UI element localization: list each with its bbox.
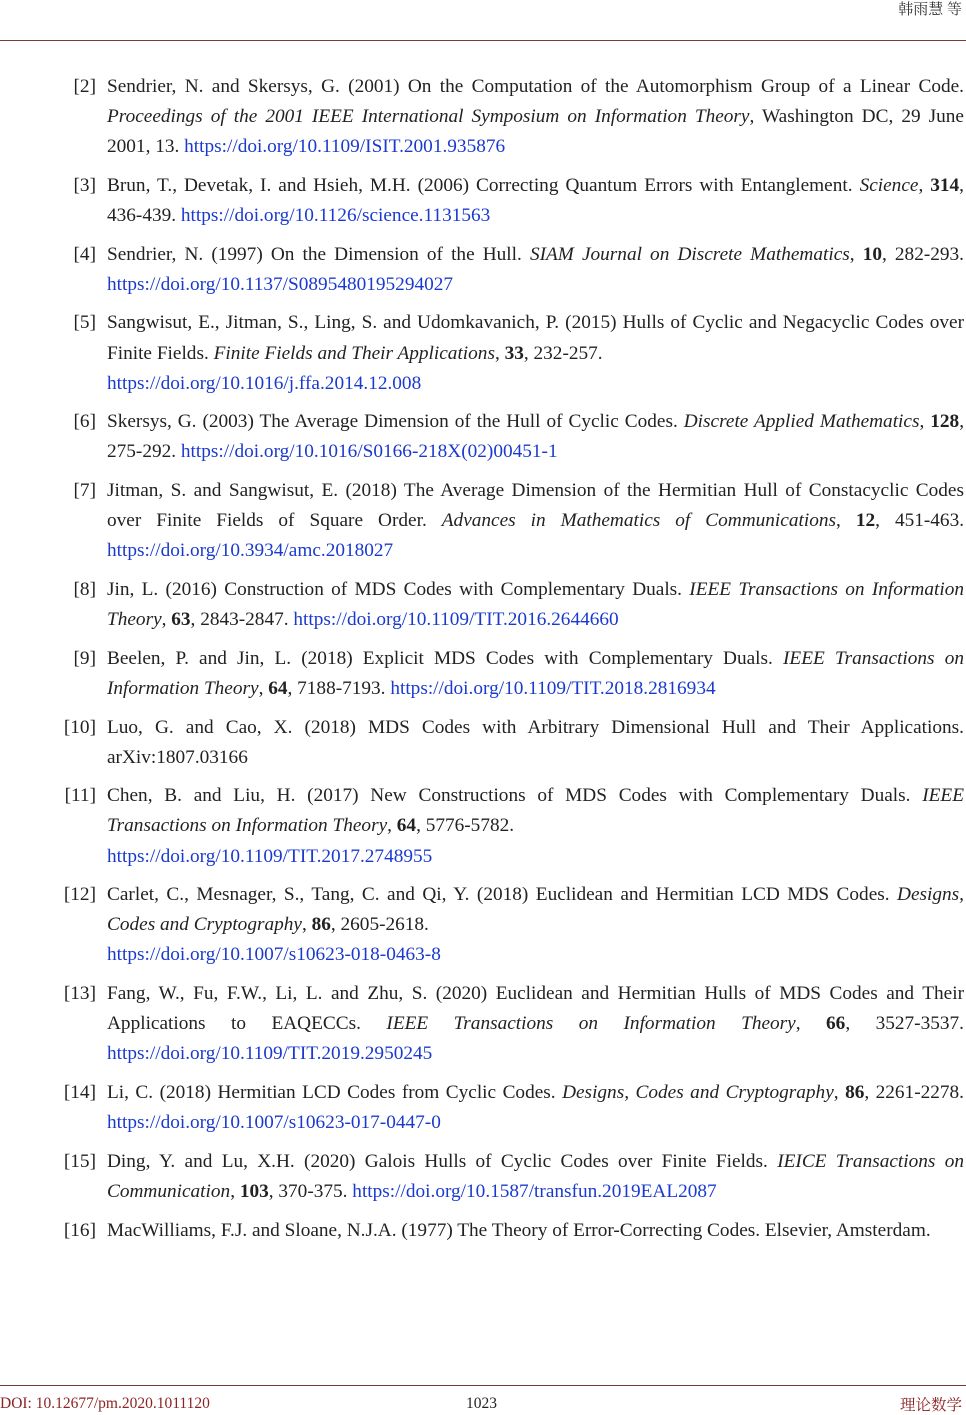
- reference-text: Fang, W., Fu, F.W., Li, L. and Zhu, S. (2020) Euclidean and Hermitian Hulls of MDS Codes and Their Applications to EAQECCs.: [107, 983, 964, 1035]
- reference-item: [4] Sendrier, N. (1997) On the Dimension of the Hull. SIAM Journal on Discrete Mathematics, 10, 282-293. https://doi.org/10.1137/S0895480195294027: [0, 240, 966, 300]
- reference-item: [15] Ding, Y. and Lu, X.H. (2020) Galois Hulls of Cyclic Codes over Finite Fields. IEICE Transactions on Communication, 103, 370-375. https://doi.org/10.1587/transfun.2019EAL2087: [0, 1147, 966, 1207]
- page-footer: [0, 1385, 966, 1415]
- reference-venue: IEICE Transactions on Communication: [107, 1150, 965, 1202]
- reference-volume: 63: [171, 609, 191, 631]
- reference-number: [13]: [63, 983, 96, 1005]
- reference-venue: Designs, Codes and Cryptography: [107, 884, 964, 936]
- reference-item: [0, 713, 966, 773]
- reference-number: [12]: [63, 884, 96, 906]
- reference-venue: Science: [859, 174, 919, 196]
- reference-pages: , 5776-5782.: [416, 815, 515, 837]
- reference-doi-link[interactable]: https://doi.org/10.1109/TIT.2016.2644660: [293, 609, 619, 631]
- reference-text: Skersys, G. (2003) The Average Dimension of the Hull of Cyclic Codes.: [107, 411, 684, 433]
- reference-item: [8] Jin, L. (2016) Construction of MDS Codes with Complementary Duals. IEEE Transactions on Information Theory, 63, 2843-2847. https://doi.org/10.1109/TIT.2016.2644660: [0, 575, 966, 635]
- reference-volume: 10: [862, 243, 882, 265]
- reference-list: [0, 72, 966, 1254]
- reference-doi-link[interactable]: https://doi.org/10.1007/s10623-017-0447-0: [107, 1112, 441, 1134]
- reference-item: [11] Chen, B. and Liu, H. (2017) New Constructions of MDS Codes with Complementary Duals. IEEE Transactions on Information Theory, 64, 5776-5782. https://doi.org/10.1109/TIT.2017.2748955: [0, 781, 966, 871]
- reference-item: [12] Carlet, C., Mesnager, S., Tang, C. and Qi, Y. (2018) Euclidean and Hermitian LCD MDS Codes. Designs, Codes and Cryptography, 86, 2605-2618. https://doi.org/10.1007/s10623-018-0463-8: [0, 880, 966, 970]
- reference-number: [2]: [73, 76, 96, 97]
- reference-doi-link[interactable]: https://doi.org/10.1109/TIT.2018.2816934: [390, 677, 716, 699]
- reference-number: [15]: [63, 1150, 96, 1172]
- reference-item: [3] Brun, T., Devetak, I. and Hsieh, M.H. (2006) Correcting Quantum Errors with Entanglement. Science, 314, 436-439. https://doi.org/10.1126/science.1131563: [0, 171, 966, 231]
- reference-item: [5] Sangwisut, E., Jitman, S., Ling, S. and Udomkavanich, P. (2015) Hulls of Cyclic and Negacyclic Codes over Finite Fields. Finite Fields and Their Applications, 33, 232-257. https://doi.org/10.1016/j.ffa.2014.12.008: [0, 308, 966, 398]
- reference-text: Luo, G. and Cao, X. (2018) MDS Codes with Arbitrary Dimensional Hull and Their Applications. arXiv:1807.03166: [107, 716, 964, 768]
- reference-pages: , 370-375.: [268, 1180, 353, 1202]
- reference-item: [6] Skersys, G. (2003) The Average Dimension of the Hull of Cyclic Codes. Discrete Applied Mathematics, 128, 275-292. https://doi.org/10.1016/S0166-218X(02)00451-1: [0, 407, 966, 467]
- reference-doi-link[interactable]: https://doi.org/10.3934/amc.2018027: [107, 540, 394, 562]
- reference-item: [0, 1216, 966, 1246]
- reference-item: [0, 72, 966, 162]
- reference-volume: 64: [268, 677, 288, 699]
- reference-venue: Finite Fields and Their Applications: [213, 342, 495, 364]
- reference-pages: , Washington DC, 29 June 2001, 13.: [107, 106, 964, 158]
- reference-volume: 33: [504, 342, 524, 364]
- reference-number: [5]: [73, 312, 96, 334]
- reference-venue: IEEE Transactions on Information Theory: [107, 647, 964, 699]
- reference-pages: , 232-257.: [523, 342, 603, 364]
- reference-volume: 86: [311, 914, 331, 936]
- reference-doi-link[interactable]: https://doi.org/10.1126/science.1131563: [180, 204, 491, 226]
- reference-venue: Discrete Applied Mathematics: [683, 411, 920, 433]
- reference-venue: Proceedings of the 2001 IEEE International Symposium on Information Theory: [107, 106, 750, 128]
- reference-item: [9] Beelen, P. and Jin, L. (2018) Explicit MDS Codes with Complementary Duals. IEEE Transactions on Information Theory, 64, 7188-7193. https://doi.org/10.1109/TIT.2018.2816934: [0, 644, 966, 704]
- reference-venue: IEEE Transactions on Information Theory: [107, 785, 964, 837]
- reference-text: Sangwisut, E., Jitman, S., Ling, S. and Udomkavanich, P. (2015) Hulls of Cyclic and Negacyclic Codes over Finite Fields.: [107, 312, 964, 364]
- page-number: 1023: [466, 1395, 497, 1412]
- reference-text: Li, C. (2018) Hermitian LCD Codes from Cyclic Codes.: [107, 1081, 563, 1103]
- reference-text: Beelen, P. and Jin, L. (2018) Explicit MDS Codes with Complementary Duals.: [107, 647, 784, 669]
- reference-pages: , 451-463.: [875, 510, 965, 532]
- reference-text: Sendrier, N. and Skersys, G. (2001) On the Computation of the Automorphism Group of a Linear Code.: [107, 76, 964, 97]
- reference-doi-link[interactable]: https://doi.org/10.1109/TIT.2017.2748955: [107, 845, 433, 867]
- reference-venue: SIAM Journal on Discrete Mathematics: [529, 243, 850, 265]
- reference-pages: , 2605-2618.: [330, 914, 429, 936]
- page-header: [0, 0, 966, 41]
- reference-volume: 64: [396, 815, 417, 837]
- reference-volume: 86: [845, 1081, 865, 1103]
- reference-text: Carlet, C., Mesnager, S., Tang, C. and Qi, Y. (2018) Euclidean and Hermitian LCD MDS Codes.: [107, 884, 898, 906]
- reference-number: [9]: [73, 647, 96, 669]
- reference-number: [6]: [73, 411, 96, 433]
- reference-volume: 12: [855, 510, 876, 532]
- header-author: 韩雨慧 等: [898, 2, 962, 18]
- reference-doi-link[interactable]: https://doi.org/10.1016/j.ffa.2014.12.008: [107, 372, 422, 394]
- reference-venue: Advances in Mathematics of Communications: [441, 510, 836, 532]
- reference-doi-link[interactable]: https://doi.org/10.1007/s10623-018-0463-8: [107, 944, 441, 966]
- reference-number: [10]: [63, 716, 96, 738]
- reference-doi-link[interactable]: https://doi.org/10.1016/S0166-218X(02)00451-1: [180, 441, 558, 463]
- reference-number: [14]: [63, 1081, 96, 1103]
- reference-number: [3]: [73, 174, 96, 196]
- reference-volume: 66: [826, 1013, 846, 1035]
- reference-pages: , 2261-2278.: [864, 1081, 965, 1103]
- footer-journal: 理论数学: [899, 1397, 962, 1414]
- reference-doi-link[interactable]: https://doi.org/10.1137/S0895480195294027: [107, 273, 454, 295]
- reference-text: Brun, T., Devetak, I. and Hsieh, M.H. (2006) Correcting Quantum Errors with Entanglement.: [107, 174, 860, 196]
- reference-number: [16]: [63, 1219, 96, 1241]
- reference-text: Jin, L. (2016) Construction of MDS Codes with Complementary Duals.: [107, 578, 690, 600]
- reference-venue: IEEE Transactions on Information Theory: [386, 1013, 796, 1035]
- reference-number: [11]: [64, 785, 96, 807]
- reference-doi-link[interactable]: https://doi.org/10.1587/transfun.2019EAL2087: [352, 1180, 717, 1202]
- reference-number: [8]: [73, 578, 96, 600]
- reference-doi-link[interactable]: https://doi.org/10.1109/TIT.2019.2950245: [107, 1043, 433, 1065]
- reference-doi-link[interactable]: https://doi.org/10.1109/ISIT.2001.935876: [184, 136, 506, 158]
- reference-text: Ding, Y. and Lu, X.H. (2020) Galois Hulls of Cyclic Codes over Finite Fields.: [107, 1150, 778, 1172]
- reference-item: [13] Fang, W., Fu, F.W., Li, L. and Zhu, S. (2020) Euclidean and Hermitian Hulls of MDS Codes and Their Applications to EAQECCs. IEEE Transactions on Information Theory, 66, 3527-3537. https://doi.org/10.1109/TIT.2019.2950245: [0, 979, 966, 1069]
- reference-text: Chen, B. and Liu, H. (2017) New Constructions of MDS Codes with Complementary Duals.: [107, 785, 923, 807]
- reference-text: Sendrier, N. (1997) On the Dimension of the Hull.: [107, 243, 530, 265]
- reference-volume: 103: [239, 1180, 269, 1202]
- reference-pages: , 275-292.: [107, 411, 965, 463]
- footer-doi[interactable]: DOI: 10.12677/pm.2020.1011120: [0, 1395, 210, 1412]
- reference-volume: 314: [930, 174, 960, 196]
- reference-pages: , 2843-2847.: [190, 609, 294, 631]
- reference-number: [7]: [73, 480, 96, 502]
- reference-number: [4]: [73, 243, 96, 265]
- reference-pages: , 3527-3537.: [845, 1013, 964, 1035]
- reference-item: [14] Li, C. (2018) Hermitian LCD Codes from Cyclic Codes. Designs, Codes and Cryptography, 86, 2261-2278. https://doi.org/10.1007/s10623-017-0447-0: [0, 1078, 966, 1138]
- reference-volume: 128: [930, 411, 960, 433]
- reference-item: [7] Jitman, S. and Sangwisut, E. (2018) The Average Dimension of the Hermitian Hull of Constacyclic Codes over Finite Fields of Square Order. Advances in Mathematics of Communications, 12, 451-463. https://doi.org/10.3934/amc.2018027: [0, 476, 966, 566]
- reference-text: MacWilliams, F.J. and Sloane, N.J.A. (1977) The Theory of Error-Correcting Codes. Elsevier, Amsterdam.: [107, 1219, 931, 1241]
- reference-pages: , 7188-7193.: [287, 677, 391, 699]
- reference-venue: Designs, Codes and Cryptography: [562, 1081, 834, 1103]
- reference-text: Jitman, S. and Sangwisut, E. (2018) The Average Dimension of the Hermitian Hull of Constacyclic Codes over Finite Fields of Square Order.: [107, 480, 964, 532]
- reference-venue: IEEE Transactions on Information Theory: [107, 578, 964, 631]
- reference-pages: , 436-439.: [107, 174, 964, 226]
- reference-pages: , 282-293.: [881, 243, 964, 265]
